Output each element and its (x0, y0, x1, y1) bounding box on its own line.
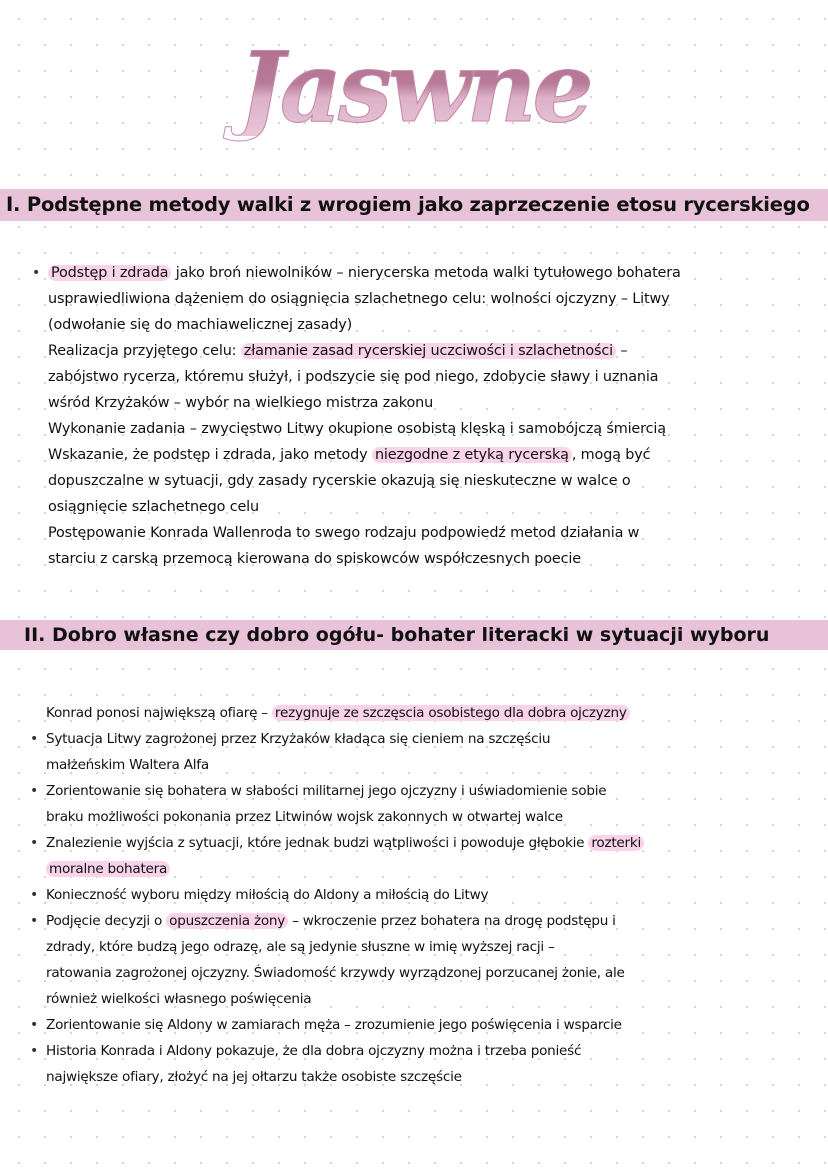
note-text (48, 546, 581, 572)
section-1-heading: I. Podstępne metody walki z wrogiem jako zaprzeczenie etosu rycerskiego (0, 189, 828, 221)
note-line (0, 882, 828, 908)
note-text-segment: zabójstwo rycerza, któremu służył, i podszycie się pod niego, zdobycie sławy i uznania (48, 369, 659, 385)
note-text-segment: Historia Konrada i Aldony pokazuje, że dla dobra ojczyzny można i trzeba ponieść (46, 1043, 582, 1059)
note-line (0, 416, 828, 442)
highlighted-phrase: rozterki (588, 835, 644, 851)
note-text-segment: Podjęcie decyzji o (46, 913, 167, 929)
note-text-segment: braku możliwości pokonania przez Litwinów wojsk zakonnych w otwartej walce (46, 809, 563, 825)
note-line (0, 752, 828, 778)
note-line (0, 338, 828, 364)
page-title: Jaswne (238, 31, 590, 144)
note-text (46, 1038, 581, 1064)
highlighted-phrase: moralne bohatera (46, 861, 170, 877)
bullet-icon: • (32, 265, 41, 281)
note-text-segment: największe ofiary, złożyć na jej ołtarzu także osobiste szczęście (46, 1069, 462, 1085)
page-title-area (0, 28, 828, 148)
note-line (0, 468, 828, 494)
note-text (46, 882, 488, 908)
note-text-segment: Wskazanie, że podstęp i zdrada, jako metody (48, 447, 372, 463)
note-text (48, 364, 658, 390)
note-line (0, 1038, 828, 1064)
note-text-segment: Konrad ponosi największą ofiarę – (46, 705, 272, 721)
note-text-segment: (odwołanie się do machiawelicznej zasady) (48, 317, 353, 333)
note-text-segment: – (615, 343, 628, 359)
note-text (46, 804, 563, 830)
note-text (48, 442, 650, 468)
note-text (46, 960, 625, 986)
note-text-segment: usprawiedliwiona dążeniem do osiągnięcia szlachetnego celu: wolności ojczyzny – Litwy (48, 291, 670, 307)
note-text-segment: dopuszczalne w sytuacji, gdy zasady rycerskie okazują się nieskuteczne w walce o (48, 473, 631, 489)
note-text-segment: – wkroczenie przez bohatera na drogę podstępu i (288, 913, 616, 929)
note-text (46, 700, 630, 726)
note-line (0, 1064, 828, 1090)
note-text (46, 752, 209, 778)
note-line (0, 778, 828, 804)
note-text-segment: jako broń niewolników – nierycerska metoda walki tytułowego bohatera (171, 265, 681, 281)
bullet-icon: • (30, 887, 39, 903)
note-line (0, 312, 828, 338)
note-text-segment: Sytuacja Litwy zagrożonej przez Krzyżaków kładąca się cieniem na szczęściu (46, 731, 551, 747)
highlighted-phrase: opuszczenia żony (166, 913, 288, 929)
note-text-segment: również wielkości własnego poświęcenia (46, 991, 312, 1007)
note-text (46, 1064, 462, 1090)
note-text-segment: starciu z carską przemocą kierowana do spiskowców współczesnych poecie (48, 551, 581, 567)
note-text (48, 520, 639, 546)
bullet-icon: • (30, 835, 39, 851)
note-line (0, 260, 828, 286)
note-line (0, 804, 828, 830)
note-text (46, 830, 644, 856)
note-text-segment: Zorientowanie się Aldony w zamiarach męża – zrozumienie jego poświęcenia i wsparcie (46, 1017, 622, 1033)
highlighted-phrase: złamanie zasad rycerskiej uczciwości i szlachetności (241, 343, 616, 359)
note-text (46, 986, 311, 1012)
note-text (48, 312, 352, 338)
note-text (46, 1012, 622, 1038)
note-text-segment: zdrady, które budzą jego odrazę, ale są jedynie słuszne w imię wyższej racji – (46, 939, 555, 955)
highlighted-phrase: rezygnuje ze szczęscia osobistego dla dobra ojczyzny (272, 705, 630, 721)
note-line (0, 830, 828, 856)
note-text (46, 726, 550, 752)
note-line (0, 364, 828, 390)
note-text-segment: Zorientowanie się bohatera w słabości militarnej jego ojczyzny i uświadomienie sobie (46, 783, 607, 799)
note-line (0, 908, 828, 934)
note-text-segment: wśród Krzyżaków – wybór na wielkiego mistrza zakonu (48, 395, 434, 411)
note-text (48, 260, 681, 286)
bullet-icon: • (30, 1043, 39, 1059)
note-text (48, 286, 669, 312)
note-text (46, 908, 616, 934)
bullet-icon: • (30, 731, 39, 747)
note-text (48, 468, 630, 494)
note-line (0, 700, 828, 726)
highlighted-phrase: Podstęp i zdrada (48, 265, 171, 281)
note-line (0, 546, 828, 572)
note-line (0, 520, 828, 546)
note-text (48, 416, 666, 442)
bullet-icon: • (30, 1017, 39, 1033)
note-line (0, 494, 828, 520)
note-line (0, 726, 828, 752)
note-text-segment: Wykonanie zadania – zwycięstwo Litwy okupione osobistą klęską i samobójczą śmiercią (48, 421, 666, 437)
note-text-segment: Konieczność wyboru między miłością do Aldony a miłością do Litwy (46, 887, 489, 903)
note-text (48, 494, 259, 520)
note-line (0, 1012, 828, 1038)
note-text (48, 390, 433, 416)
note-text-segment: Znalezienie wyjścia z sytuacji, które jednak budzi wątpliwości i powoduje głębokie (46, 835, 589, 851)
note-text (48, 338, 627, 364)
note-text-segment: Postępowanie Konrada Wallenroda to swego rodzaju podpowiedź metod działania w (48, 525, 640, 541)
note-text-segment: ratowania zagrożonej ojczyzny. Świadomość krzywdy wyrządzonej porzucanej żonie, ale (46, 965, 625, 981)
note-text (46, 778, 606, 804)
section-2-heading: II. Dobro własne czy dobro ogółu- bohater literacki w sytuacji wyboru (0, 620, 828, 650)
note-line (0, 986, 828, 1012)
note-line (0, 286, 828, 312)
note-line (0, 934, 828, 960)
bullet-icon: • (30, 913, 39, 929)
note-text-segment: , mogą być (571, 447, 651, 463)
bullet-icon: • (30, 783, 39, 799)
note-line (0, 960, 828, 986)
note-text-segment: osiągnięcie szlachetnego celu (48, 499, 259, 515)
note-line (0, 390, 828, 416)
highlighted-phrase: niezgodne z etyką rycerską (372, 447, 572, 463)
note-text (46, 934, 555, 960)
note-text-segment: małżeńskim Waltera Alfa (46, 757, 209, 773)
note-line (0, 442, 828, 468)
note-text-segment: Realizacja przyjętego celu: (48, 343, 241, 359)
note-line (0, 856, 828, 882)
note-text (46, 856, 170, 882)
